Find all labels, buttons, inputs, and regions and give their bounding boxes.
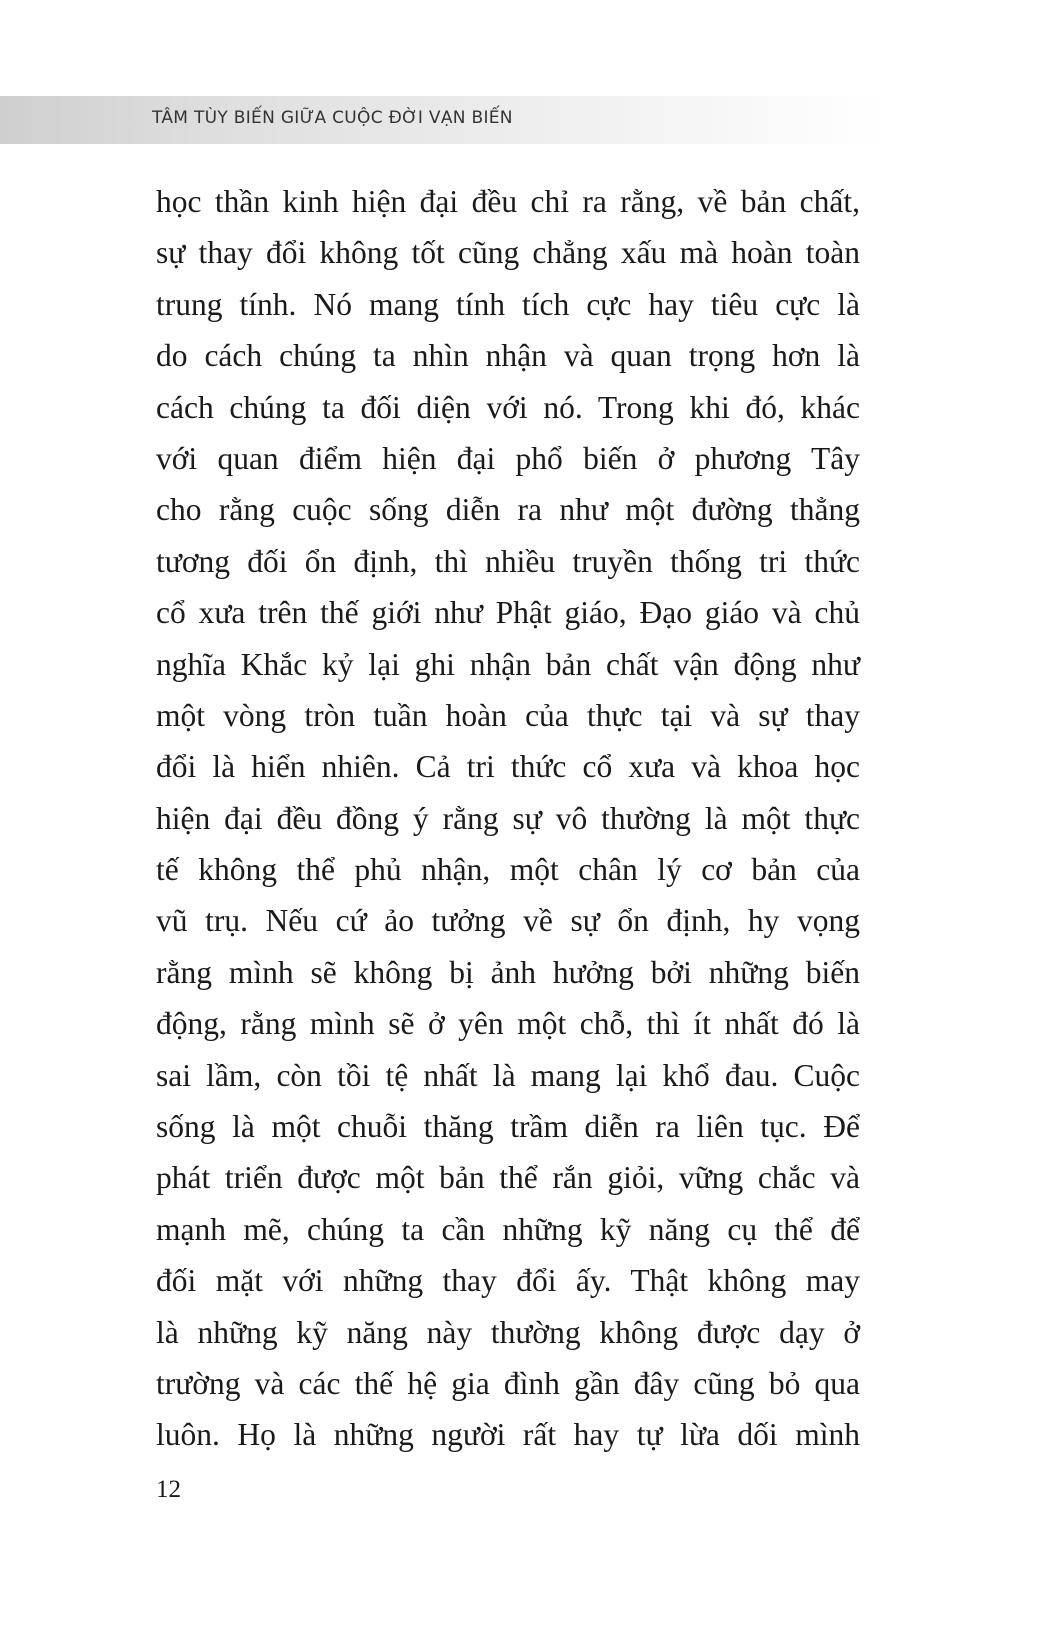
text-line: tương đối ổn định, thì nhiều truyền thống tri thức bbox=[156, 543, 860, 579]
body-text bbox=[156, 176, 860, 1461]
text-line: cách chúng ta đối diện với nó. Trong khi đó, khác bbox=[156, 389, 860, 425]
running-head-title: TÂM TÙY BIẾN GIỮA CUỘC ĐỜI VẠN BIẾN bbox=[152, 108, 513, 128]
text-line: cổ xưa trên thế giới như Phật giáo, Đạo giáo và chủ bbox=[156, 595, 860, 631]
text-line: một vòng tròn tuần hoàn của thực tại và sự thay bbox=[156, 697, 860, 733]
text-line: là những kỹ năng này thường không được dạy ở bbox=[156, 1314, 860, 1350]
text-line: cho rằng cuộc sống diễn ra như một đường thẳng bbox=[156, 492, 860, 528]
text-line: hiện đại đều đồng ý rằng sự vô thường là một thực bbox=[156, 800, 860, 836]
text-line: phát triển được một bản thể rắn giỏi, vững chắc và bbox=[156, 1160, 860, 1196]
text-line: đối mặt với những thay đổi ấy. Thật không may bbox=[156, 1263, 860, 1299]
text-line: do cách chúng ta nhìn nhận và quan trọng hơn là bbox=[156, 338, 860, 374]
text-line: sống là một chuỗi thăng trầm diễn ra liên tục. Để bbox=[156, 1109, 860, 1145]
text-line: học thần kinh hiện đại đều chỉ ra rằng, về bản chất, bbox=[156, 184, 860, 219]
text-line: vũ trụ. Nếu cứ ảo tưởng về sự ổn định, hy vọng bbox=[156, 903, 860, 939]
text-line: mạnh mẽ, chúng ta cần những kỹ năng cụ thể để bbox=[156, 1211, 860, 1247]
text-line: đổi là hiển nhiên. Cả tri thức cổ xưa và khoa học bbox=[156, 749, 860, 785]
text-line: luôn. Họ là những người rất hay tự lừa dối mình bbox=[156, 1417, 860, 1453]
text-line: sai lầm, còn tồi tệ nhất là mang lại khổ đau. Cuộc bbox=[156, 1057, 860, 1093]
text-line: động, rằng mình sẽ ở yên một chỗ, thì ít nhất đó là bbox=[156, 1006, 860, 1042]
text-line: nghĩa Khắc kỷ lại ghi nhận bản chất vận động như bbox=[156, 646, 860, 682]
text-line: rằng mình sẽ không bị ảnh hưởng bởi những biến bbox=[156, 954, 860, 990]
text-line: trung tính. Nó mang tính tích cực hay tiêu cực là bbox=[156, 286, 860, 322]
text-line: sự thay đổi không tốt cũng chẳng xấu mà hoàn toàn bbox=[156, 235, 860, 271]
page-number: 12 bbox=[156, 1476, 181, 1503]
text-line: với quan điểm hiện đại phổ biến ở phương Tây bbox=[156, 440, 860, 476]
text-line: tế không thể phủ nhận, một chân lý cơ bản của bbox=[156, 852, 860, 888]
text-line: trường và các thế hệ gia đình gần đây cũng bỏ qua bbox=[156, 1365, 860, 1401]
